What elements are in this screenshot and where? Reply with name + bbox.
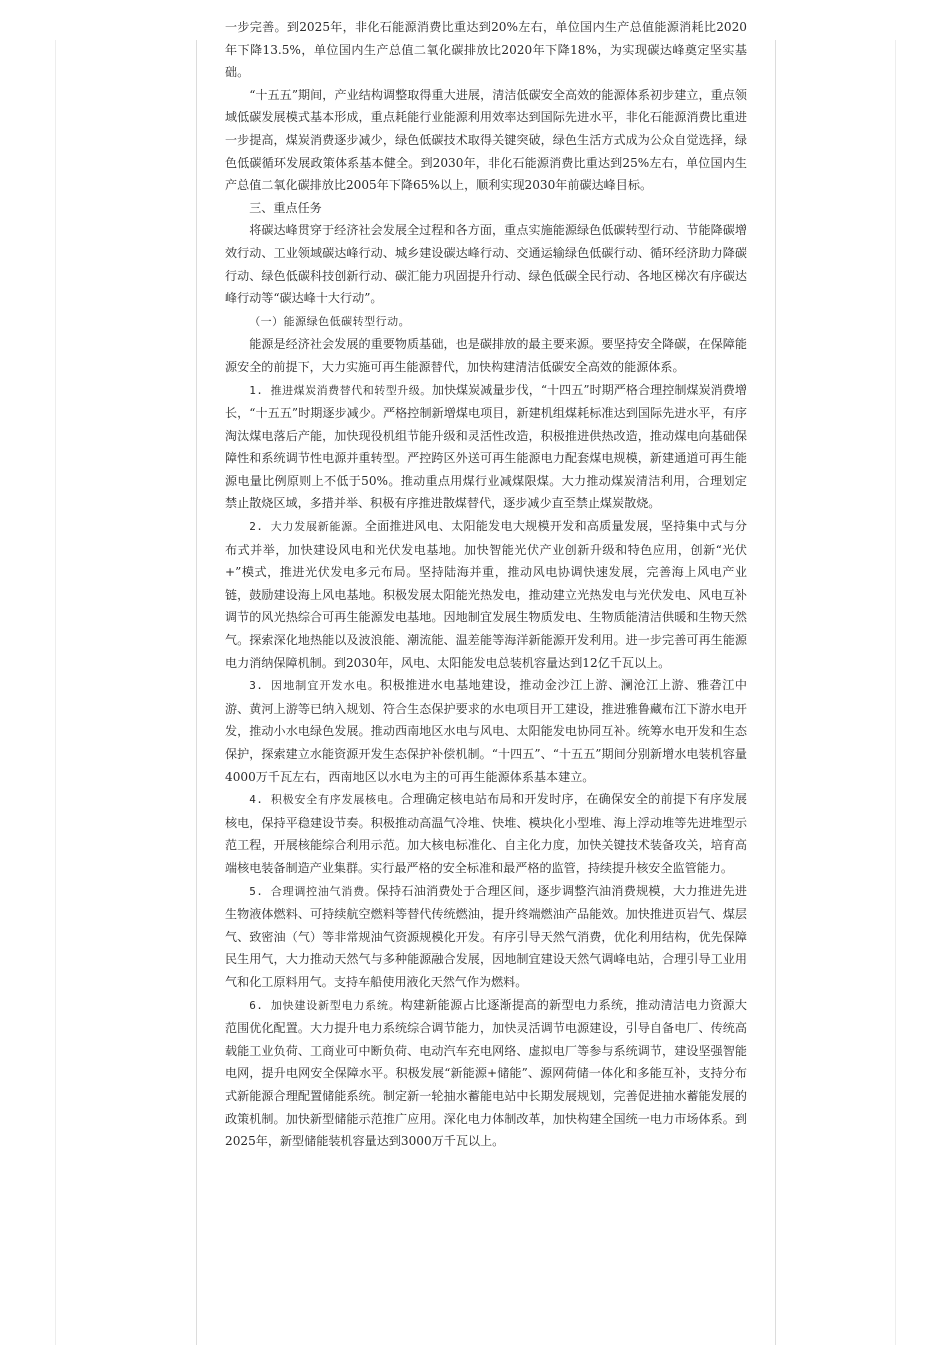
- item-hydropower: [225, 674, 747, 788]
- item-text: 全面推进风电、太阳能发电大规模开发和高质量发展，坚持集中式与分布式并举，加快建设风电和光伏发电基地。加快智能光伏产业创新升级和特色应用，创新“光伏+”模式，推进光伏发电多元布局。坚持陆海并重，推动风电协调快速发展，完善海上风电产业链，鼓励建设海上风电基地。积极发展太阳能光热发电，推动建立光热发电与光伏发电、风电互补调节的风光热综合可再生能源发电基地。因地制宜发展生物质发电、生物质能清洁供暖和生物天然气。探索深化地热能以及波浪能、潮流能、温差能等海洋新能源开发利用。进一步完善可再生能源电力消纳保障机制。到2030年，风电、太阳能发电总装机容量达到12亿千瓦以上。: [225, 519, 747, 670]
- item-coal-consumption: [225, 379, 747, 516]
- section-heading-key-tasks: [225, 197, 747, 220]
- outer-margin-line-left: [55, 40, 56, 1345]
- subheading-energy-transition: [225, 310, 747, 334]
- item-oil-gas: [225, 880, 747, 994]
- paragraph-15th-five-year-period: [225, 84, 747, 197]
- paragraph-text: 一步完善。到2025年，非化石能源消费比重达到20%左右，单位国内生产总值能源消耗比2020年下降13.5%，单位国内生产总值二氧化碳排放比2020年下降18%，为实现碳达峰奠定坚实基础。: [225, 20, 747, 80]
- item-nuclear-power: [225, 788, 747, 879]
- item-lead: 1. 推进煤炭消费替代和转型升级。: [249, 383, 432, 397]
- paragraph-text: “十五五”期间，产业结构调整取得重大进展，清洁低碳安全高效的能源体系初步建立，重点领域低碳发展模式基本形成，重点耗能行业能源利用效率达到国际先进水平，非化石能源消费比重进一步提高，煤炭消费逐步减少，绿色低碳技术取得关键突破，绿色生活方式成为公众自觉选择，绿色低碳循环发展政策体系基本健全。到2030年，非化石能源消费比重达到25%左右，单位国内生产总值二氧化碳排放比2005年下降65%以上，顺利实现2030年前碳达峰目标。: [225, 87, 747, 193]
- item-lead: 4. 积极安全有序发展核电。: [249, 793, 401, 807]
- paragraph-targets-2025: [225, 16, 747, 84]
- section-heading-text: 三、重点任务: [249, 200, 322, 215]
- item-lead: 2. 大力发展新能源。: [249, 520, 365, 534]
- paragraph-ten-actions: [225, 219, 747, 309]
- item-text: 合理确定核电站布局和开发时序，在确保安全的前提下有序发展核电，保持平稳建设节奏。积极推动高温气冷堆、快堆、模块化小型堆、海上浮动堆等先进堆型示范工程，开展核能综合利用示范。加大核电标准化、自主化力度，加快关键技术装备攻关，培育高端核电装备制造产业集群。实行最严格的安全标准和最严格的监管，持续提升核安全监管能力。: [225, 792, 747, 875]
- item-text: 加快煤炭减量步伐，“十四五”时期严格合理控制煤炭消费增长，“十五五”时期逐步减少。严格控制新增煤电项目，新建机组煤耗标准达到国际先进水平，有序淘汰煤电落后产能，加快现役机组节能升级和灵活性改造，积极推进供热改造，推动煤电向基础保障性和系统调节性电源并重转型。严控跨区外送可再生能源电力配套煤电规模，新建通道可再生能源电量比例原则上不低于50%。推动重点用煤行业减煤限煤。大力推动煤炭清洁利用，合理划定禁止散烧区域，多措并举、积极有序推进散煤替代，逐步减少直至禁止煤炭散烧。: [225, 382, 747, 511]
- item-lead: 6. 加快建设新型电力系统。: [249, 998, 401, 1012]
- paragraph-energy-foundation: [225, 333, 747, 378]
- item-lead: 3. 因地制宜开发水电。: [249, 679, 380, 693]
- paragraph-text: 将碳达峰贯穿于经济社会发展全过程和各方面，重点实施能源绿色低碳转型行动、节能降碳增效行动、工业领域碳达峰行动、城乡建设碳达峰行动、交通运输绿色低碳行动、循环经济助力降碳行动、绿色低碳科技创新行动、碳汇能力巩固提升行动、绿色低碳全民行动、各地区梯次有序碳达峰行动等“碳达峰十大行动”。: [225, 223, 747, 306]
- item-power-system: [225, 994, 747, 1153]
- item-text: 积极推进水电基地建设，推动金沙江上游、澜沧江上游、雅砻江中游、黄河上游等已纳入规划、符合生态保护要求的水电项目开工建设，推进雅鲁藏布江下游水电开发，推动小水电绿色发展。推动西南地区水电与风电、太阳能发电协同互补。统筹水电开发和生态保护，探索建立水能资源开发生态保护补偿机制。“十四五”、“十五五”期间分别新增水电装机容量4000万千瓦左右，西南地区以水电为主的可再生能源体系基本建立。: [225, 678, 747, 784]
- document-body: [225, 16, 747, 1153]
- subheading-text: （一）能源绿色低碳转型行动。: [249, 314, 411, 328]
- item-new-energy: [225, 515, 747, 674]
- outer-margin-line-right: [895, 40, 896, 1345]
- item-text: 保持石油消费处于合理区间，逐步调整汽油消费规模，大力推进先进生物液体燃料、可持续航空燃料等替代传统燃油，提升终端燃油产品能效。加快推进页岩气、煤层气、致密油（气）等非常规油气资源规模化开发。有序引导天然气消费，优化利用结构，优先保障民生用气，大力推动天然气与多种能源融合发展，因地制宜建设天然气调峰电站，合理引导工业用气和化工原料用气。支持车船使用液化天然气作为燃料。: [225, 883, 747, 989]
- item-text: 构建新能源占比逐渐提高的新型电力系统，推动清洁电力资源大范围优化配置。大力提升电力系统综合调节能力，加快灵活调节电源建设，引导自备电厂、传统高载能工业负荷、工商业可中断负荷、电动汽车充电网络、虚拟电厂等参与系统调节，建设坚强智能电网，提升电网安全保障水平。积极发展“新能源+储能”、源网荷储一体化和多能互补，支持分布式新能源合理配置储能系统。制定新一轮抽水蓄能电站中长期发展规划，完善促进抽水蓄能发展的政策机制。加快新型储能示范推广应用。深化电力体制改革，加快构建全国统一电力市场体系。到2025年，新型储能装机容量达到3000万千瓦以上。: [225, 997, 747, 1149]
- paragraph-text: 能源是经济社会发展的重要物质基础，也是碳排放的最主要来源。要坚持安全降碳，在保障能源安全的前提下，大力实施可再生能源替代，加快构建清洁低碳安全高效的能源体系。: [225, 337, 747, 374]
- item-lead: 5. 合理调控油气消费。: [249, 884, 377, 898]
